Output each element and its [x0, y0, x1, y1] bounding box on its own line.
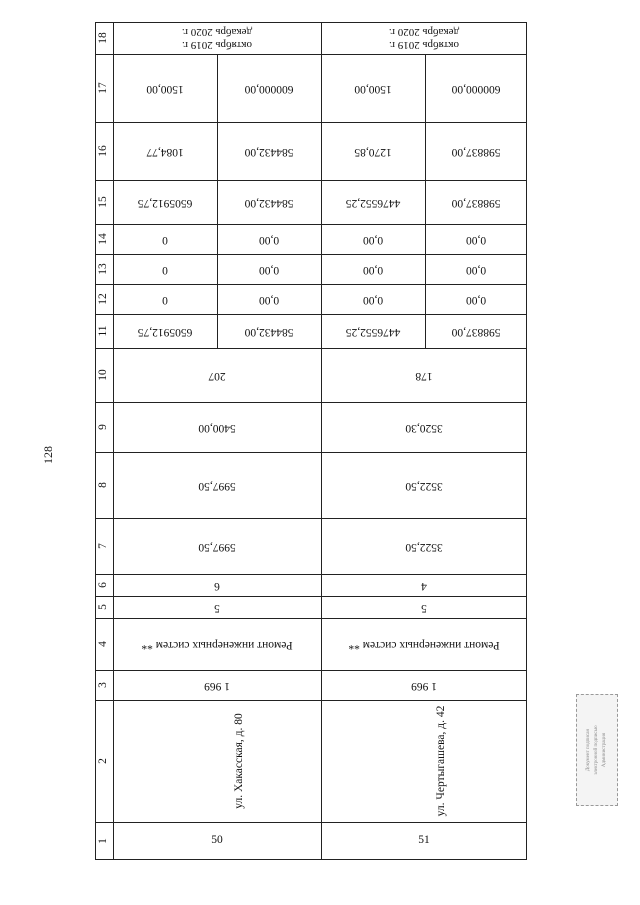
row-51-c11-a: 4476552,25 — [345, 325, 401, 338]
row-51-address: ул. Чертыгашева, д. 42 — [435, 705, 448, 817]
col-number: 1 — [97, 838, 110, 844]
col-number: 14 — [97, 233, 110, 245]
row-51-c8: 3522,50 — [405, 479, 443, 492]
row-51-year: 1 969 — [411, 679, 437, 692]
stamp-text: Документ подписан электронной подписью Администрация — [586, 725, 607, 775]
signature-stamp — [576, 694, 618, 806]
row-51-c10: 178 — [415, 369, 433, 382]
row-50-c11-b: 584432,00 — [244, 325, 294, 338]
row-50-address: ул. Хакасская, д. 80 — [233, 713, 246, 809]
col-number: 5 — [97, 604, 110, 610]
row-51-address-cell — [321, 700, 527, 822]
col-number: 2 — [97, 758, 110, 764]
row-50-c13-b: 0,00 — [258, 263, 280, 276]
data-table — [95, 22, 527, 860]
row-50-c12-b: 0,00 — [258, 293, 280, 306]
row-50-c13-a: 0 — [162, 263, 168, 276]
col-number: 8 — [97, 482, 110, 488]
row-50-c14-b: 0,00 — [258, 233, 280, 246]
row-51-c5: 5 — [421, 601, 427, 614]
row-50-c15-a: 6505912,75 — [137, 196, 193, 209]
row-50-c17-a: 1500,00 — [146, 82, 184, 95]
row-51-c17-a: 1500,00 — [354, 82, 392, 95]
row-51-c16-a: 1270,85 — [354, 145, 392, 158]
col-number: 3 — [97, 682, 110, 688]
row-50-c8: 5997,50 — [198, 479, 236, 492]
row-51-number: 51 — [418, 834, 430, 847]
row-50-c14-a: 0 — [162, 233, 168, 246]
col-number: 18 — [97, 32, 110, 44]
row-51-c11-b: 598837,00 — [451, 325, 501, 338]
row-50-c6: 6 — [214, 579, 220, 592]
row-50-c12-a: 0 — [162, 293, 168, 306]
row-51-period: октябрь 2019 г. декабрь 2020 г. — [388, 26, 460, 52]
row-51-c15-b: 598837,00 — [451, 196, 501, 209]
row-51-work: Ремонт инженерных систем ** — [348, 638, 500, 651]
col-number: 7 — [97, 543, 110, 549]
row-51-c12-b: 0,00 — [465, 293, 487, 306]
col-number: 10 — [97, 369, 110, 381]
row-51-c17-b: 600000,00 — [451, 82, 501, 95]
row-50-c11-a: 6505912,75 — [137, 325, 193, 338]
row-50-c16-a: 1084,77 — [146, 145, 184, 158]
row-51-c14-b: 0,00 — [465, 233, 487, 246]
row-50-number: 50 — [211, 834, 223, 847]
row-50-address-cell — [113, 700, 321, 822]
row-50-c15-b: 584432,00 — [244, 196, 294, 209]
row-50-c5: 5 — [214, 601, 220, 614]
row-50-c9: 5400,00 — [198, 421, 236, 434]
row-51-c9: 3520,30 — [405, 421, 443, 434]
col-number: 13 — [97, 263, 110, 275]
row-51-c16-b: 598837,00 — [451, 145, 501, 158]
row-51-c6: 4 — [421, 579, 427, 592]
col-number: 11 — [97, 325, 110, 337]
col-number: 6 — [97, 582, 110, 588]
row-50-c17-b: 600000,00 — [244, 82, 294, 95]
col-number: 12 — [97, 293, 110, 305]
row-51-c15-a: 4476552,25 — [345, 196, 401, 209]
col-number: 16 — [97, 145, 110, 157]
row-51-c13-a: 0,00 — [362, 263, 384, 276]
row-50-period: октябрь 2019 г. декабрь 2020 г. — [181, 26, 253, 52]
row-50-c10: 207 — [208, 369, 226, 382]
row-50-c7: 5997,50 — [198, 540, 236, 553]
col-number: 9 — [97, 424, 110, 430]
col-number: 15 — [97, 196, 110, 208]
col-number: 4 — [97, 641, 110, 647]
page-number: 128 — [41, 446, 55, 464]
row-50-year: 1 969 — [204, 679, 230, 692]
col-number: 17 — [97, 82, 110, 94]
row-51-c7: 3522,50 — [405, 540, 443, 553]
row-51-c12-a: 0,00 — [362, 293, 384, 306]
row-50-work: Ремонт инженерных систем ** — [141, 638, 293, 651]
row-51-c13-b: 0,00 — [465, 263, 487, 276]
row-51-c14-a: 0,00 — [362, 233, 384, 246]
row-50-c16-b: 584432,00 — [244, 145, 294, 158]
